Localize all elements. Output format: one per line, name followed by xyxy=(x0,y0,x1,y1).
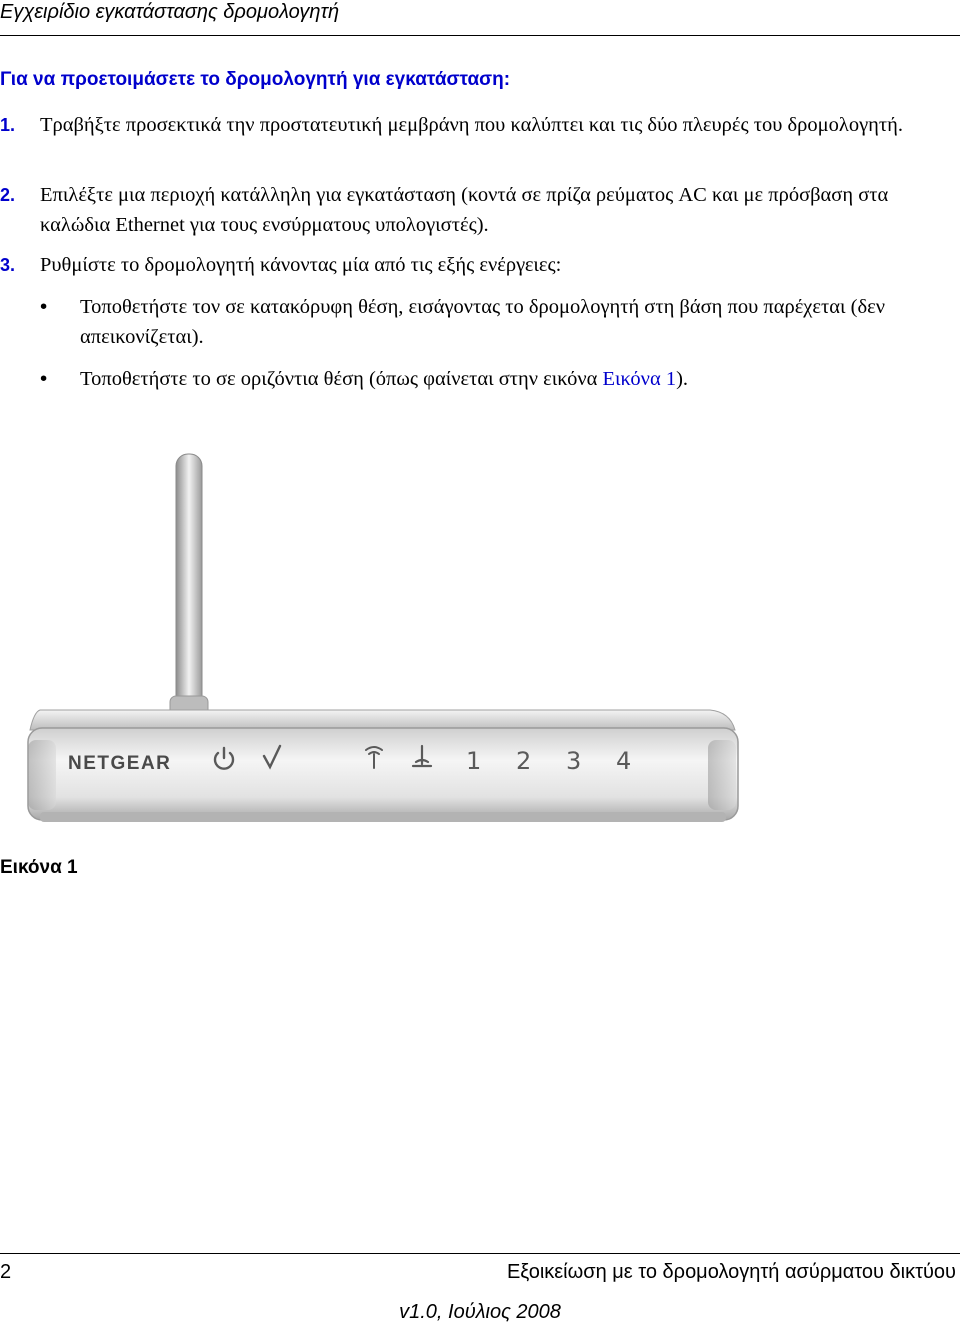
step-number: 3. xyxy=(0,255,16,275)
bullet-symbol: • xyxy=(40,367,48,390)
header-rule xyxy=(0,35,960,36)
antenna-icon xyxy=(170,454,208,718)
footer-rule xyxy=(0,1253,960,1254)
bullet-symbol: • xyxy=(40,295,48,318)
step-text: Τραβήξτε προσεκτικά την προστατευτική μεμβράνη που καλύπτει και τις δύο πλευρές του δρομολογητή. xyxy=(40,114,903,136)
step-3 xyxy=(0,250,940,280)
bullet-horizontal xyxy=(0,364,940,394)
bullet-text xyxy=(0,364,940,394)
running-header: Εγχειρίδιο εγκατάστασης δρομολογητή xyxy=(0,1,340,23)
lan-port-4-label: 4 xyxy=(616,747,632,775)
lan-port-1-label: 1 xyxy=(466,747,482,775)
figure-caption: Εικόνα 1 xyxy=(0,857,78,878)
chapter-title: Εξοικείωση με το δρομολογητή ασύρματου δικτύου xyxy=(506,1261,956,1283)
router-illustration xyxy=(0,440,760,840)
lan-port-2-label: 2 xyxy=(516,747,532,775)
document-version: v1.0, Ιούλιος 2008 xyxy=(399,1301,561,1323)
step-number: 2. xyxy=(0,185,16,205)
step-1 xyxy=(0,110,940,140)
brand-logo: NETGEAR xyxy=(68,753,172,774)
router-figure xyxy=(0,440,760,840)
lan-port-3-label: 3 xyxy=(566,747,582,775)
step-text: Ρυθμίστε το δρομολογητή κάνοντας μία από τις εξής ενέργειες: xyxy=(40,254,562,276)
bullet-text-after: ). xyxy=(676,368,689,390)
bullet-vertical xyxy=(0,292,940,352)
page-number: 2 xyxy=(0,1261,12,1283)
figure-cross-reference-link[interactable]: Εικόνα 1 xyxy=(602,368,677,390)
step-2 xyxy=(0,180,940,240)
section-heading: Για να προετοιμάσετε το δρομολογητή για εγκατάσταση: xyxy=(0,69,511,90)
step-text: Επιλέξτε μια περιοχή κατάλληλη για εγκατάσταση (κοντά σε πρίζα ρεύματος AC και με πρόσβαση στα καλώδια Ethernet για τους ενσύρματους υπολογιστές). xyxy=(40,184,889,236)
step-number: 1. xyxy=(0,115,16,135)
bullet-text: Τοποθετήστε τον σε κατακόρυφη θέση, εισάγοντας το δρομολογητή στη βάση που παρέχεται (δεν απεικονίζεται). xyxy=(80,296,885,348)
bullet-text-before: Τοποθετήστε το σε οριζόντια θέση (όπως φαίνεται στην εικόνα xyxy=(80,368,603,390)
